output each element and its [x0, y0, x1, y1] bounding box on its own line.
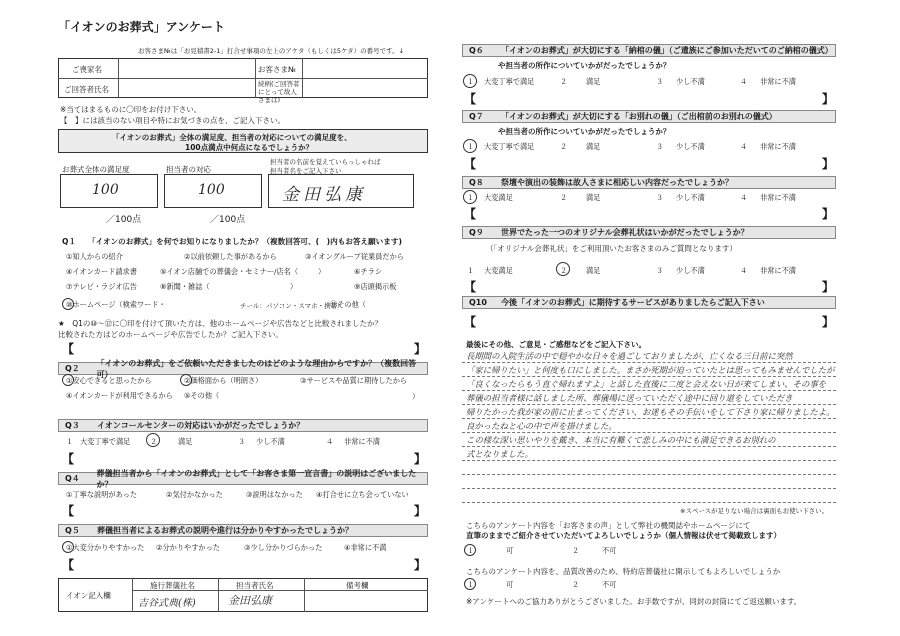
- q9-option-2-num[interactable]: ２: [560, 266, 568, 275]
- q1-option-5[interactable]: ⑤イオン店舗での葬儀会・セミナー/店名（: [160, 267, 299, 276]
- q2-option-2[interactable]: ②価格面から（明朗さ）: [184, 376, 263, 385]
- q1-option-3[interactable]: ③イオングループ従業員だから: [305, 252, 404, 261]
- overall-label: お葬式全体の満足度: [62, 165, 130, 174]
- page-title: 「イオンのお葬式」アンケート: [58, 20, 225, 34]
- overall-score-value: 100: [92, 182, 119, 198]
- instruction-1: ※当てはまるものに〇印をお付け下さい。: [60, 105, 202, 114]
- q1-sub-text-2: 比較された方はどのホームページや広告でしたか？ご記入下さい。: [58, 330, 283, 339]
- q7-option-4-num[interactable]: ４: [740, 142, 748, 151]
- q7-option-3-num[interactable]: ３: [656, 142, 664, 151]
- q9-bracket-open: 【: [464, 280, 477, 294]
- q4-option-3[interactable]: ③説明はなかった: [246, 490, 303, 499]
- q6-option-4-num[interactable]: ４: [740, 77, 748, 86]
- q4-question-bar: Q４ 葬儀担当者から「イオンのお葬式」として「お客さま第一宣言書」の説明はございましたか？: [58, 472, 428, 485]
- q7-option-3[interactable]: 少し不満: [676, 142, 705, 151]
- q1-option-4[interactable]: ④イオンカード請求書: [66, 267, 137, 276]
- q1-option-10[interactable]: ⑩ホームページ（検索ワード・: [66, 300, 166, 309]
- q3-option-2-num[interactable]: ２: [150, 437, 158, 446]
- q7-bracket-open: 【: [464, 157, 477, 171]
- thanks-note: ※アンケートへのご協力ありがとうございました。お手数ですが、同封の封筒にてご返送願います。: [466, 597, 802, 606]
- staff-name-value: 金田弘康: [282, 185, 366, 205]
- q5-bracket-close: 】: [414, 558, 427, 572]
- satisfaction-intro-1: 「イオンのお葬式」全体の満足度、担当者の対応についての満足度を、: [112, 133, 352, 142]
- comment-line-6: 良かったねと心の中で声を掛けました。: [466, 421, 617, 431]
- q7-question-bar: Q７ 「イオンのお葬式」が大切にする「お別れの儀」（ご出棺前のお別れの儀式）: [462, 110, 836, 123]
- q6-option-3[interactable]: 少し不満: [676, 77, 705, 86]
- voice-option-2-num[interactable]: ２: [572, 546, 580, 555]
- share-option-2[interactable]: 不可: [602, 580, 617, 589]
- comment-line-3: 「良くなったらもう直ぐ帰れますよ」と話した直後に二度と会えない日が来てしまい、その事を: [466, 379, 827, 389]
- q6-bracket-close: 】: [822, 92, 835, 106]
- q8-bracket-open: 【: [464, 207, 477, 221]
- q1-text: Q１ 「イオンのお葬式」を何でお知りになりましたか？（複数回答可、( )内もお答え願います): [62, 237, 402, 246]
- record-label: イオン記入欄: [66, 591, 111, 600]
- q3-option-3-num[interactable]: ３: [238, 437, 246, 446]
- q9-option-1[interactable]: 大変満足: [484, 266, 513, 275]
- q3-bracket-close: 】: [414, 452, 427, 466]
- family-name-label: ご喪家名: [72, 65, 102, 74]
- q6-text-2: や担当者の所作についていかがだったでしょうか？: [498, 61, 671, 70]
- q6-option-2-num[interactable]: ２: [560, 77, 568, 86]
- q3-bracket-open: 【: [62, 452, 75, 466]
- q9-option-2[interactable]: 満足: [586, 266, 601, 275]
- q7-option-2[interactable]: 満足: [586, 142, 601, 151]
- q10-bracket-open: 【: [464, 315, 477, 329]
- q6-option-3-num[interactable]: ３: [656, 77, 664, 86]
- record-col-staff: 担当者氏名: [236, 581, 274, 590]
- comment-line-4: 葬儀の担当者様に話しました所、葬儀場に送っていただく途中に回り道をしていただき: [466, 393, 793, 403]
- q6-option-4[interactable]: 非常に不満: [760, 77, 796, 86]
- q7-option-2-num[interactable]: ２: [560, 142, 568, 151]
- q1-option-8-close: ）: [290, 282, 298, 291]
- q6-option-1[interactable]: 大変丁寧で満足: [484, 77, 535, 86]
- voice-text: こちらのアンケート内容を「お客さまの声」として弊社の機関誌やホームページにて: [466, 521, 751, 530]
- q9-option-4[interactable]: 非常に不満: [760, 266, 796, 275]
- q3-option-2[interactable]: 満足: [178, 437, 193, 446]
- q6-option-2[interactable]: 満足: [586, 77, 601, 86]
- q3-question-bar: Q３ イオンコールセンターの対応はいかがだったでしょうか？: [58, 419, 428, 432]
- voice-option-1-num[interactable]: １: [467, 546, 475, 555]
- q9-text-2: （「オリジナル会葬礼状」をご利用頂いたお客さまのみご質問となります）: [486, 244, 737, 253]
- q1-option-6[interactable]: ⑥チラシ: [354, 267, 383, 276]
- comment-line-5: 帰りたかった我が家の前に止まってください、お迷もその手伝いをして下さり家に帰りましたよ。: [466, 407, 835, 417]
- q8-option-4[interactable]: 非常に不満: [760, 193, 796, 202]
- q4-option-2[interactable]: ②気付かなかった: [166, 490, 223, 499]
- q1-sub-bracket-open: 【: [62, 342, 75, 356]
- q7-text-2: や担当者の所作についていかがだったでしょうか？: [498, 127, 671, 136]
- q4-bracket-close: 】: [414, 504, 427, 518]
- q8-option-2-num[interactable]: ２: [560, 193, 568, 202]
- q1-option-2[interactable]: ②以前依頼した事があるから: [184, 252, 277, 261]
- q5-option-4[interactable]: ④非常に不満: [344, 543, 387, 552]
- record-col-notes: 備考欄: [346, 581, 369, 590]
- q1-sub-text: ★ Q1の⑩～⑫に〇印を付けて頂いた方は、他のホームページや広告などと比較されましたか？: [58, 319, 382, 328]
- q7-option-4[interactable]: 非常に不満: [760, 142, 796, 151]
- q6-question-bar: Q６ 「イオンのお葬式」が大切にする「納棺の儀」（ご遺族にご参加いただいてのご納棺の儀式）: [462, 44, 836, 57]
- q2-close-paren: ）: [412, 392, 420, 401]
- comment-line-7: この様な深い思いやりを戴き、本当に有難くて悲しみの中にも満足できるお別れの: [466, 435, 776, 445]
- record-funeral-company-value: 吉谷式典(株): [138, 598, 196, 609]
- q9-option-1-num[interactable]: １: [467, 266, 475, 275]
- q9-question-bar: Q９ 世界でたった一つのオリジナル会葬礼状はいかがだったでしょうか？: [462, 226, 836, 239]
- q7-option-1[interactable]: 大変丁寧で満足: [484, 142, 535, 151]
- q10-bracket-close: 】: [822, 315, 835, 329]
- q4-option-1[interactable]: ①丁寧な説明があった: [66, 490, 138, 499]
- q8-option-1-num[interactable]: １: [467, 193, 475, 202]
- comment-line-8: 式となりました。: [466, 449, 533, 459]
- comment-line-1: 長期間の入院生活の中で穏やかな日々を過ごしておりましたが、亡くなる三日前に突然: [466, 351, 793, 361]
- comment-line-2: 「家に帰りたい」と何度も口にしました。まさか死期が迫っていたとは思ってもみませんでしたが: [466, 365, 835, 375]
- q8-option-2[interactable]: 満足: [586, 193, 601, 202]
- share-option-1-num[interactable]: １: [467, 580, 475, 589]
- share-option-2-num[interactable]: ２: [572, 580, 580, 589]
- q1-option-10-media: チール：パソコン・スマホ・携帯）: [240, 302, 344, 310]
- q4-bracket-open: 【: [62, 504, 75, 518]
- q5-option-1[interactable]: ①大変分かりやすかった: [66, 543, 145, 552]
- q4-option-4[interactable]: ④打合せに立ち会っていない: [316, 490, 409, 499]
- satisfaction-intro-2: 100点満点中何点になるでしょうか？: [185, 143, 314, 152]
- voice-text-2: 直筆のままでご紹介させていただいてよろしいでしょうか（個人情報は伏せて掲載致します）: [466, 531, 781, 540]
- q7-option-1-num[interactable]: １: [467, 142, 475, 151]
- voice-option-2[interactable]: 不可: [602, 546, 617, 555]
- staff-label: 担当者の対応: [166, 165, 211, 174]
- q9-bracket-close: 】: [822, 280, 835, 294]
- q9-option-3[interactable]: 少し不満: [676, 266, 705, 275]
- customer-no-label: お客さま№: [258, 65, 296, 74]
- q8-option-1[interactable]: 大変満足: [484, 193, 513, 202]
- relation-label: 続柄(ご回答者にとって故人さまは): [258, 80, 300, 104]
- q7-bracket-close: 】: [822, 157, 835, 171]
- q5-bracket-open: 【: [62, 558, 75, 572]
- name-prompt: 担当者の名前を覚えていらっしゃれば: [270, 158, 381, 166]
- overall-suffix: ／100点: [106, 215, 142, 225]
- q8-option-4-num[interactable]: ４: [740, 193, 748, 202]
- q6-bracket-open: 【: [464, 92, 477, 106]
- q1-sub-bracket-close: 】: [414, 342, 427, 356]
- respondent-label: ご回答者氏名: [64, 85, 109, 94]
- record-staff-value: 金田弘康: [228, 594, 272, 607]
- name-prompt-2: 担当者名をご記入下さい: [270, 167, 342, 175]
- q8-bracket-close: 】: [822, 207, 835, 221]
- q8-option-3[interactable]: 少し不満: [676, 193, 705, 202]
- share-option-1[interactable]: 可: [506, 580, 514, 589]
- q8-option-3-num[interactable]: ３: [656, 193, 664, 202]
- q2-option-1[interactable]: ①安心できると思ったから: [66, 376, 152, 385]
- q1-option-1[interactable]: ①知人からの紹介: [66, 252, 123, 261]
- space-note: ※スペースが足りない場合は裏面もお使い下さい。: [680, 507, 829, 515]
- share-text: こちらのアンケート内容を、品質改善のため、特約店葬儀社に開示してもよろしいでしょうか: [466, 567, 781, 576]
- q5-option-3[interactable]: ③少し分かりづらかった: [244, 543, 323, 552]
- q1-option-11[interactable]: ⑪その他（: [330, 300, 366, 309]
- q9-option-3-num[interactable]: ３: [656, 266, 664, 275]
- voice-option-1[interactable]: 可: [506, 546, 514, 555]
- q10-question-bar: Q10 今後「イオンのお葬式」に期待するサービスがありましたらご記入下さい: [462, 296, 836, 309]
- customer-number-note: お客さま№は「お見積書2-1」打合せ事項の左上のアケタ（もしくは5ケタ）の番号です。↓: [138, 47, 405, 55]
- record-col-funeral-company: 施行葬儀社名: [150, 581, 195, 590]
- q2-option-4[interactable]: ④イオンカードが利用できるから: [66, 391, 173, 400]
- q2-option-5[interactable]: ⑤その他（: [184, 391, 220, 400]
- final-prompt: 最後にその他、ご意見・ご感想などをご記入下さい。: [466, 340, 646, 349]
- q3-option-4-num[interactable]: ４: [326, 437, 334, 446]
- q3-option-1[interactable]: 大変丁寧で満足: [80, 437, 131, 446]
- q6-option-1-num[interactable]: １: [467, 77, 475, 86]
- q8-question-bar: Q８ 祭壇や演出の装飾は故人さまに相応しい内容だったでしょうか？: [462, 176, 836, 189]
- q3-option-3[interactable]: 少し不満: [256, 437, 285, 446]
- q5-option-2[interactable]: ②分かりやすかった: [156, 543, 220, 552]
- q1-option-9[interactable]: ⑨店頭掲示板: [354, 282, 397, 291]
- q2-question-bar: Q２ 「イオンのお葬式」をご依頼いただきましたのはどのような理由からですか？（複数回答可）: [58, 362, 428, 375]
- q3-option-1-num[interactable]: １: [66, 437, 74, 446]
- instruction-2: 【 】には該当のない項目や特にお気づきの点を、ご記入下さい。: [60, 116, 285, 125]
- q3-option-4[interactable]: 非常に不満: [344, 437, 380, 446]
- q1-option-8[interactable]: ⑧新聞・雑誌（: [160, 282, 210, 291]
- q5-question-bar: Q５ 葬儀担当者によるお葬式の説明や進行は分かりやすかったでしょうか？: [58, 524, 428, 537]
- q1-option-7[interactable]: ⑦テレビ・ラジオ広告: [66, 282, 137, 291]
- q9-option-4-num[interactable]: ４: [740, 266, 748, 275]
- q2-option-3[interactable]: ③サービスや品質に期待したから: [300, 376, 408, 385]
- staff-score-value: 100: [198, 182, 225, 198]
- q1-option-5-close: ）: [318, 267, 326, 276]
- staff-suffix: ／100点: [210, 215, 246, 225]
